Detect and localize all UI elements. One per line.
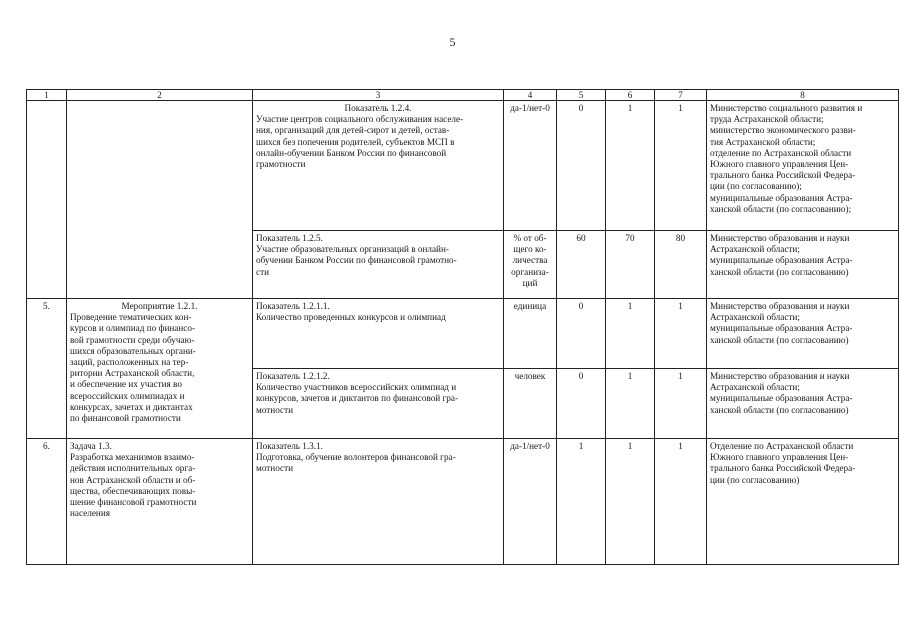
row-number-cell: 6. (27, 439, 67, 565)
executors-cell: Министерство образования и науки Астраханской области; муниципальные образования Астра- ханской области (по согласованию) (707, 369, 899, 439)
column-header: 4 (504, 90, 557, 101)
value-cell-6: 1 (606, 439, 655, 565)
value-cell-7: 1 (655, 439, 707, 565)
unit-cell: да-1/нет-0 (504, 101, 557, 231)
unit-cell: человек (504, 369, 557, 439)
value-cell-7: 1 (655, 299, 707, 369)
indicator-title: Показатель 1.3.1. (256, 441, 323, 451)
event-cell: Задача 1.3. Разработка механизмов взаимо- действия исполнительных орга- нов Астраханской области и об- щества, обеспечивающих повы- шение финансовой грамотности населения (67, 439, 253, 565)
executors-cell: Министерство социального развития и труда Астраханской области; министерство экономического разви- тия Астраханской области; отделение по Астраханской области Южного главного управления Цен- трального банка Российской Федера- ции (по согласованию); муниципальные образования Астра- ханской области (по согласованию); (707, 101, 899, 231)
indicator-cell: Показатель 1.2.4. Участие центров социального обслуживания населе- ния, организаций для детей-сирот и детей, остав- шихся без попечения родителей, субъектов МСП в онлайн-обучении Банком России по финансовой грамотности (253, 101, 504, 231)
column-header: 7 (655, 90, 707, 101)
value-cell-7: 1 (655, 369, 707, 439)
unit-cell: да-1/нет-0 (504, 439, 557, 565)
indicator-cell: Показатель 1.3.1. Подготовка, обучение волонтеров финансовой гра- мотности (253, 439, 504, 565)
event-title: Мероприятие 1.2.1. (121, 301, 198, 311)
indicator-title: Показатель 1.2.5. (256, 233, 323, 243)
column-header: 6 (606, 90, 655, 101)
indicator-cell: Показатель 1.2.1.1. Количество проведенных конкурсов и олимпиад (253, 299, 504, 369)
value-cell-5: 1 (557, 439, 606, 565)
indicator-title: Показатель 1.2.1.2. (256, 371, 330, 381)
unit-cell: % от об- щего ко- личества организа- ций (504, 231, 557, 299)
plan-table (26, 89, 899, 565)
indicator-cell: Показатель 1.2.1.2. Количество участников всероссийских олимпиад и конкурсов, зачетов и диктантов по финансовой гра- мотности (253, 369, 504, 439)
column-header: 2 (67, 90, 253, 101)
value-cell-6: 1 (606, 369, 655, 439)
value-cell-5: 0 (557, 369, 606, 439)
column-header: 1 (27, 90, 67, 101)
event-title: Задача 1.3. (70, 441, 112, 451)
row-number-cell (27, 101, 67, 299)
event-cell: Мероприятие 1.2.1. Проведение тематических кон- курсов и олимпиад по финансо- вой грамотности среди обучаю- шихся образовательных органи- заций, расположенных на тер- ритории Астраханской области, и обеспечение их участия во всероссийских олимпиадах и конкурсах, зачетах и диктантах по финансовой грамотности (67, 299, 253, 439)
row-number-cell: 5. (27, 299, 67, 439)
value-cell-5: 0 (557, 101, 606, 231)
table-row (27, 439, 899, 565)
table-row (27, 101, 899, 231)
indicator-title: Показатель 1.2.4. (344, 103, 412, 113)
value-cell-6: 1 (606, 101, 655, 231)
indicator-cell: Показатель 1.2.5. Участие образовательных организаций в онлайн- обучении Банком России по финансовой грамотно- сти (253, 231, 504, 299)
page-number: 5 (449, 35, 456, 49)
value-cell-5: 60 (557, 231, 606, 299)
table-header-row (27, 90, 899, 101)
column-header: 8 (707, 90, 899, 101)
value-cell-6: 1 (606, 299, 655, 369)
table-row (27, 299, 899, 369)
indicator-title: Показатель 1.2.1.1. (256, 301, 330, 311)
executors-cell: Министерство образования и науки Астраханской области; муниципальные образования Астра- ханской области (по согласованию) (707, 231, 899, 299)
column-header: 5 (557, 90, 606, 101)
value-cell-7: 1 (655, 101, 707, 231)
value-cell-7: 80 (655, 231, 707, 299)
column-header: 3 (253, 90, 504, 101)
unit-cell: единица (504, 299, 557, 369)
executors-cell: Отделение по Астраханской области Южного главного управления Цен- трального банка Российской Федера- ции (по согласованию) (707, 439, 899, 565)
executors-cell: Министерство образования и науки Астраханской области; муниципальные образования Астра- ханской области (по согласованию) (707, 299, 899, 369)
value-cell-5: 0 (557, 299, 606, 369)
value-cell-6: 70 (606, 231, 655, 299)
event-cell (67, 101, 253, 299)
